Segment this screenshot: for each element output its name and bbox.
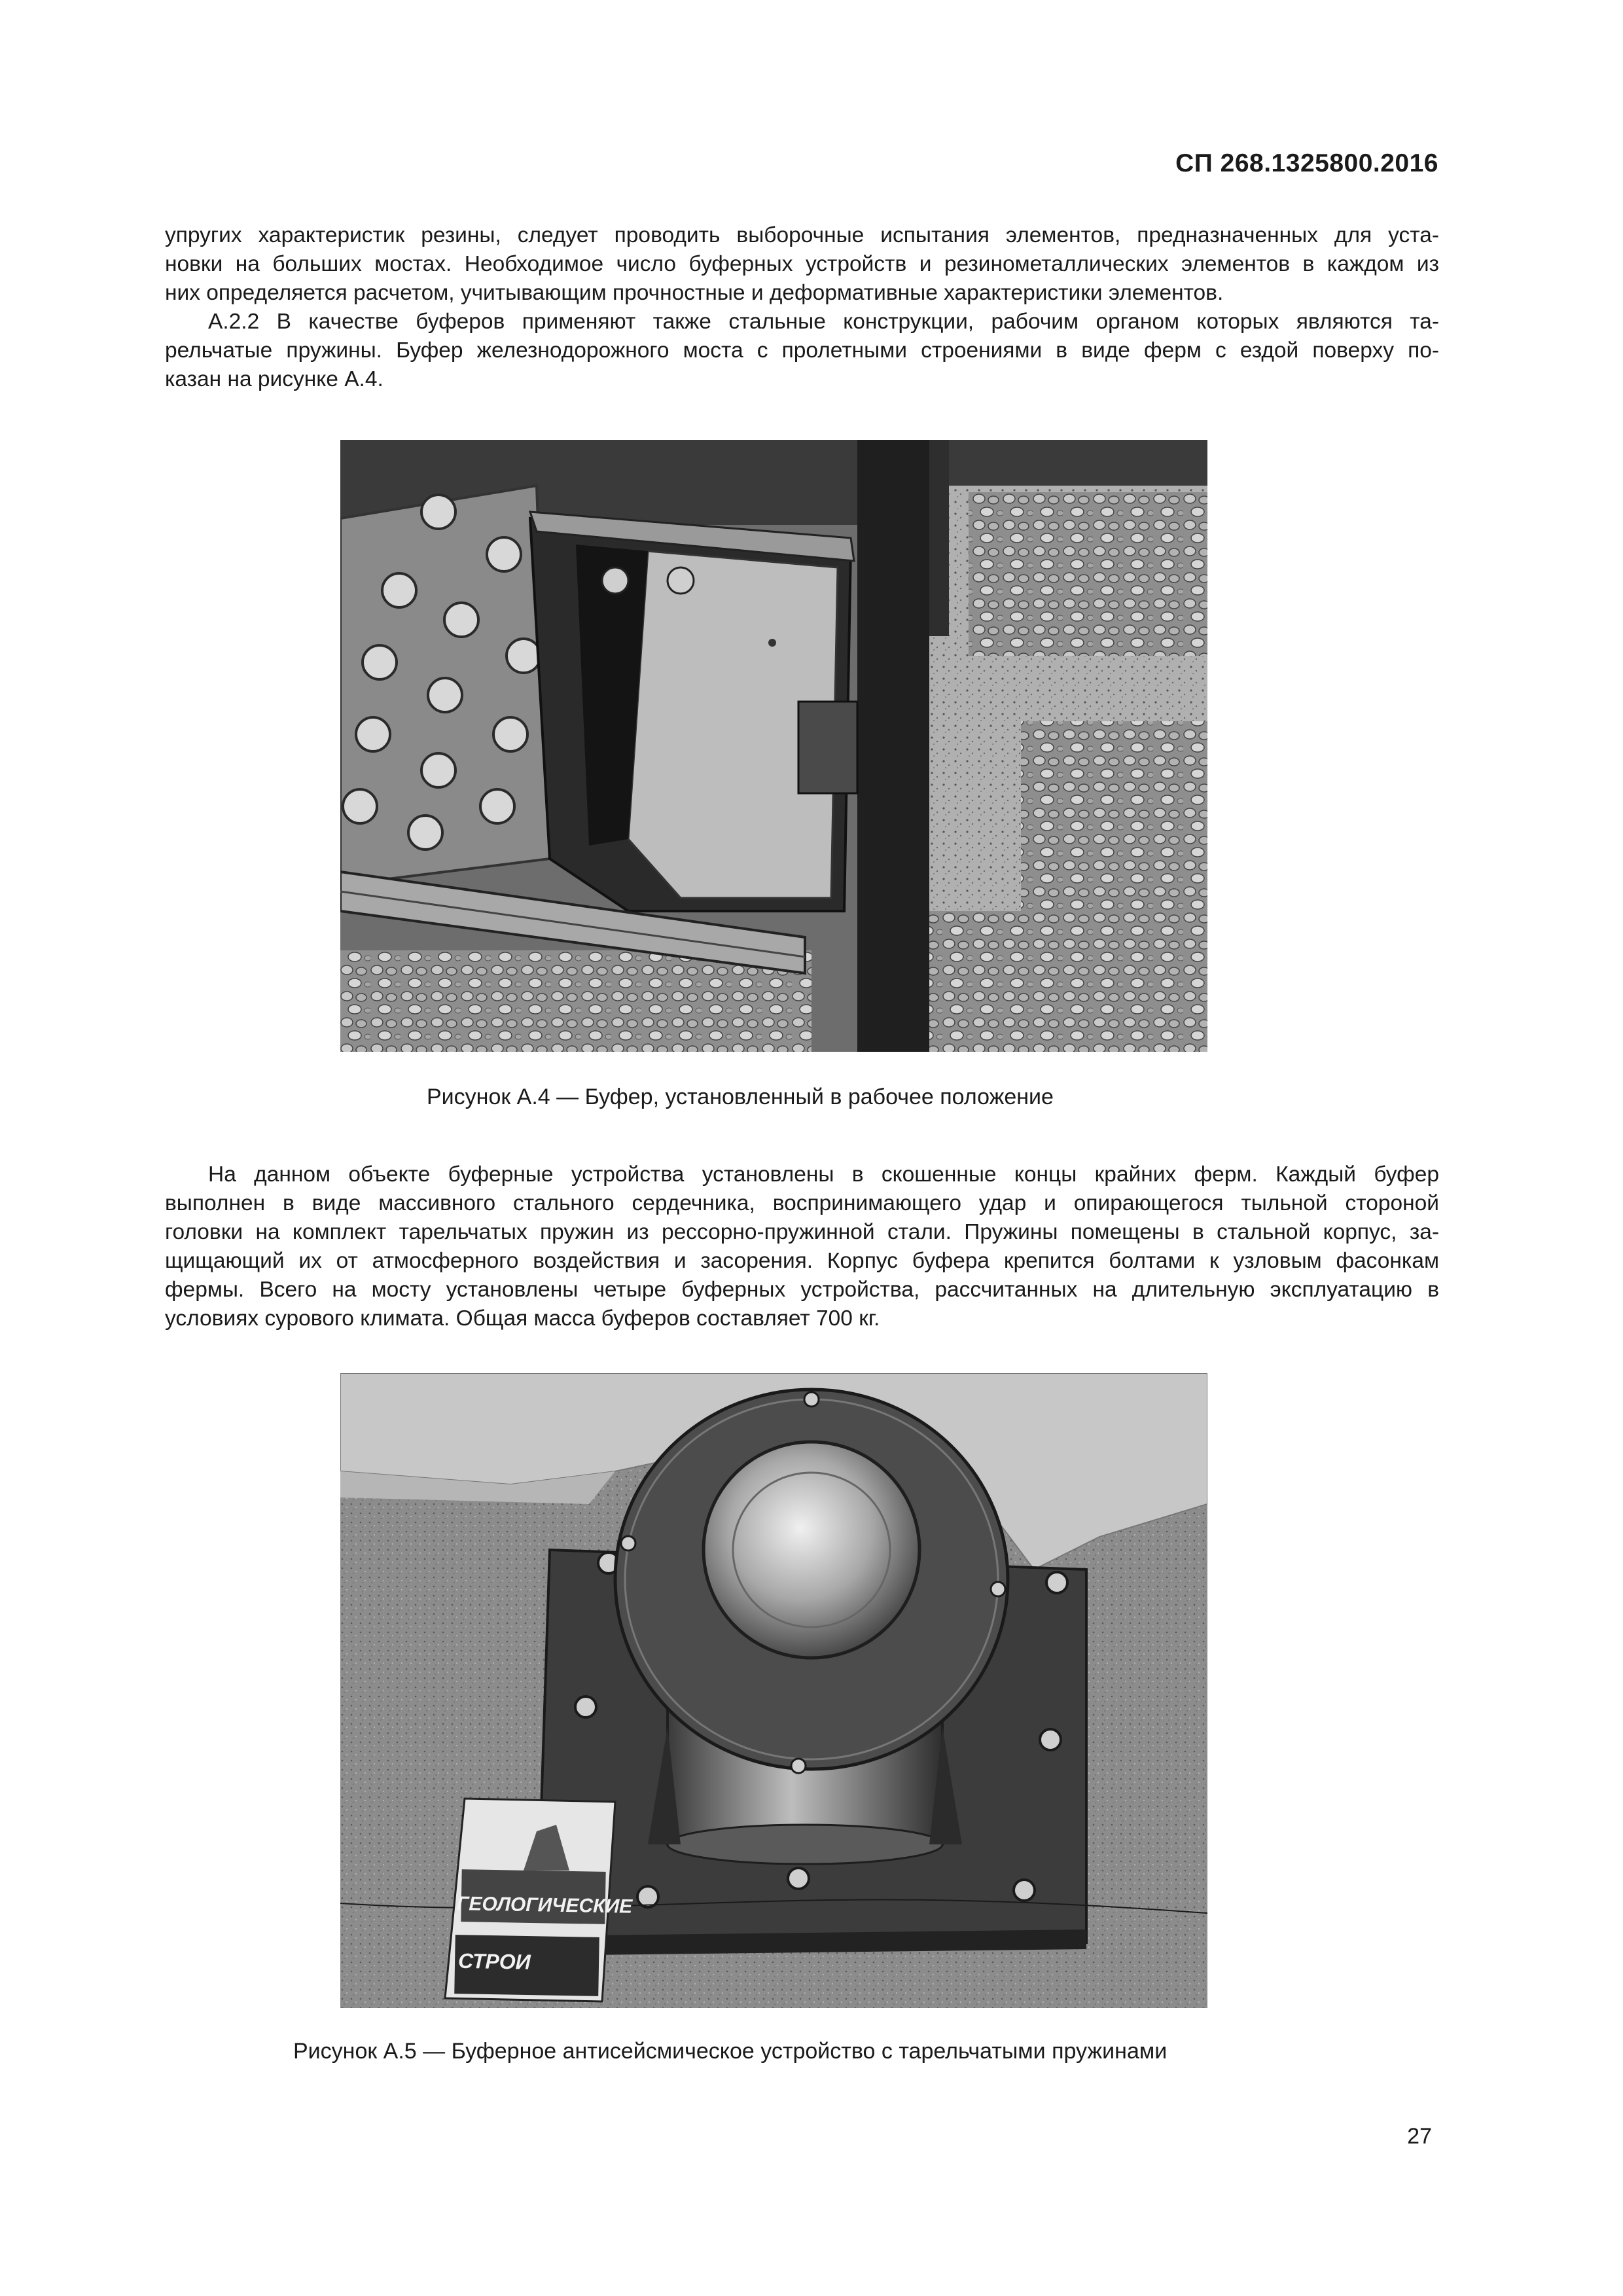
section-a22-paragraph <box>165 308 1439 394</box>
book-title-top: ГЕОЛОГИЧЕСКИЕ <box>456 1893 633 1918</box>
text-line: На данном объекте буферные устройства установлены в скошенные концы крайних ферм. Каждый буфер <box>208 1162 1439 1187</box>
document-code: СП 268.1325800.2016 <box>1175 149 1438 177</box>
intro-paragraph <box>165 221 1439 308</box>
text-line: А.2.2 В качестве буферов применяют также стальные конструкции, рабочим органом которых являются та- <box>208 310 1439 334</box>
buffer-installed-photo <box>340 440 1207 1052</box>
page-number: 27 <box>1407 2124 1432 2149</box>
figure-a5-photo <box>340 1373 1207 2008</box>
object-description-paragraph <box>165 1160 1439 1333</box>
text-line: упругих характеристик резины, следует проводить выборочные испытания элементов, предназначенных для уста- <box>165 223 1439 247</box>
figure-a4-caption: Рисунок А.4 — Буфер, установленный в рабочее положение <box>427 1085 1054 1109</box>
text-line: условиях сурового климата. Общая масса буферов составляет 700 кг. <box>165 1306 880 1331</box>
text-line: новки на больших мостах. Необходимое число буферных устройств и резинометаллических элементов в каждом из <box>165 252 1439 276</box>
text-line: них определяется расчетом, учитывающим прочностные и деформативные характеристики элементов. <box>165 281 1224 305</box>
figure-a5-caption: Рисунок А.5 — Буферное антисейсмическое устройство с тарельчатыми пружинами <box>293 2039 1168 2064</box>
text-line: выполнен в виде массивного стального сердечника, воспринимающего удар и опирающегося тыльной стороной <box>165 1191 1439 1215</box>
seismic-buffer-photo <box>340 1373 1207 2008</box>
text-line: рельчатые пружины. Буфер железнодорожного моста с пролетными строениями в виде ферм с ездой поверху по- <box>165 338 1439 363</box>
text-line: казан на рисунке А.4. <box>165 367 383 391</box>
text-line: головки на комплект тарельчатых пружин из рессорно-пружинной стали. Пружины помещены в стальной корпус, за- <box>165 1220 1439 1244</box>
book-title-bottom: СТРОИ <box>457 1948 531 1974</box>
text-line: щищающий их от атмосферного воздействия и засорения. Корпус буфера крепится болтами к узловым фасонкам <box>165 1249 1439 1273</box>
text-line: фермы. Всего на мосту установлены четыре буферных устройства, рассчитанных на длительную эксплуатацию в <box>165 1278 1439 1302</box>
figure-a4-photo <box>340 440 1207 1052</box>
